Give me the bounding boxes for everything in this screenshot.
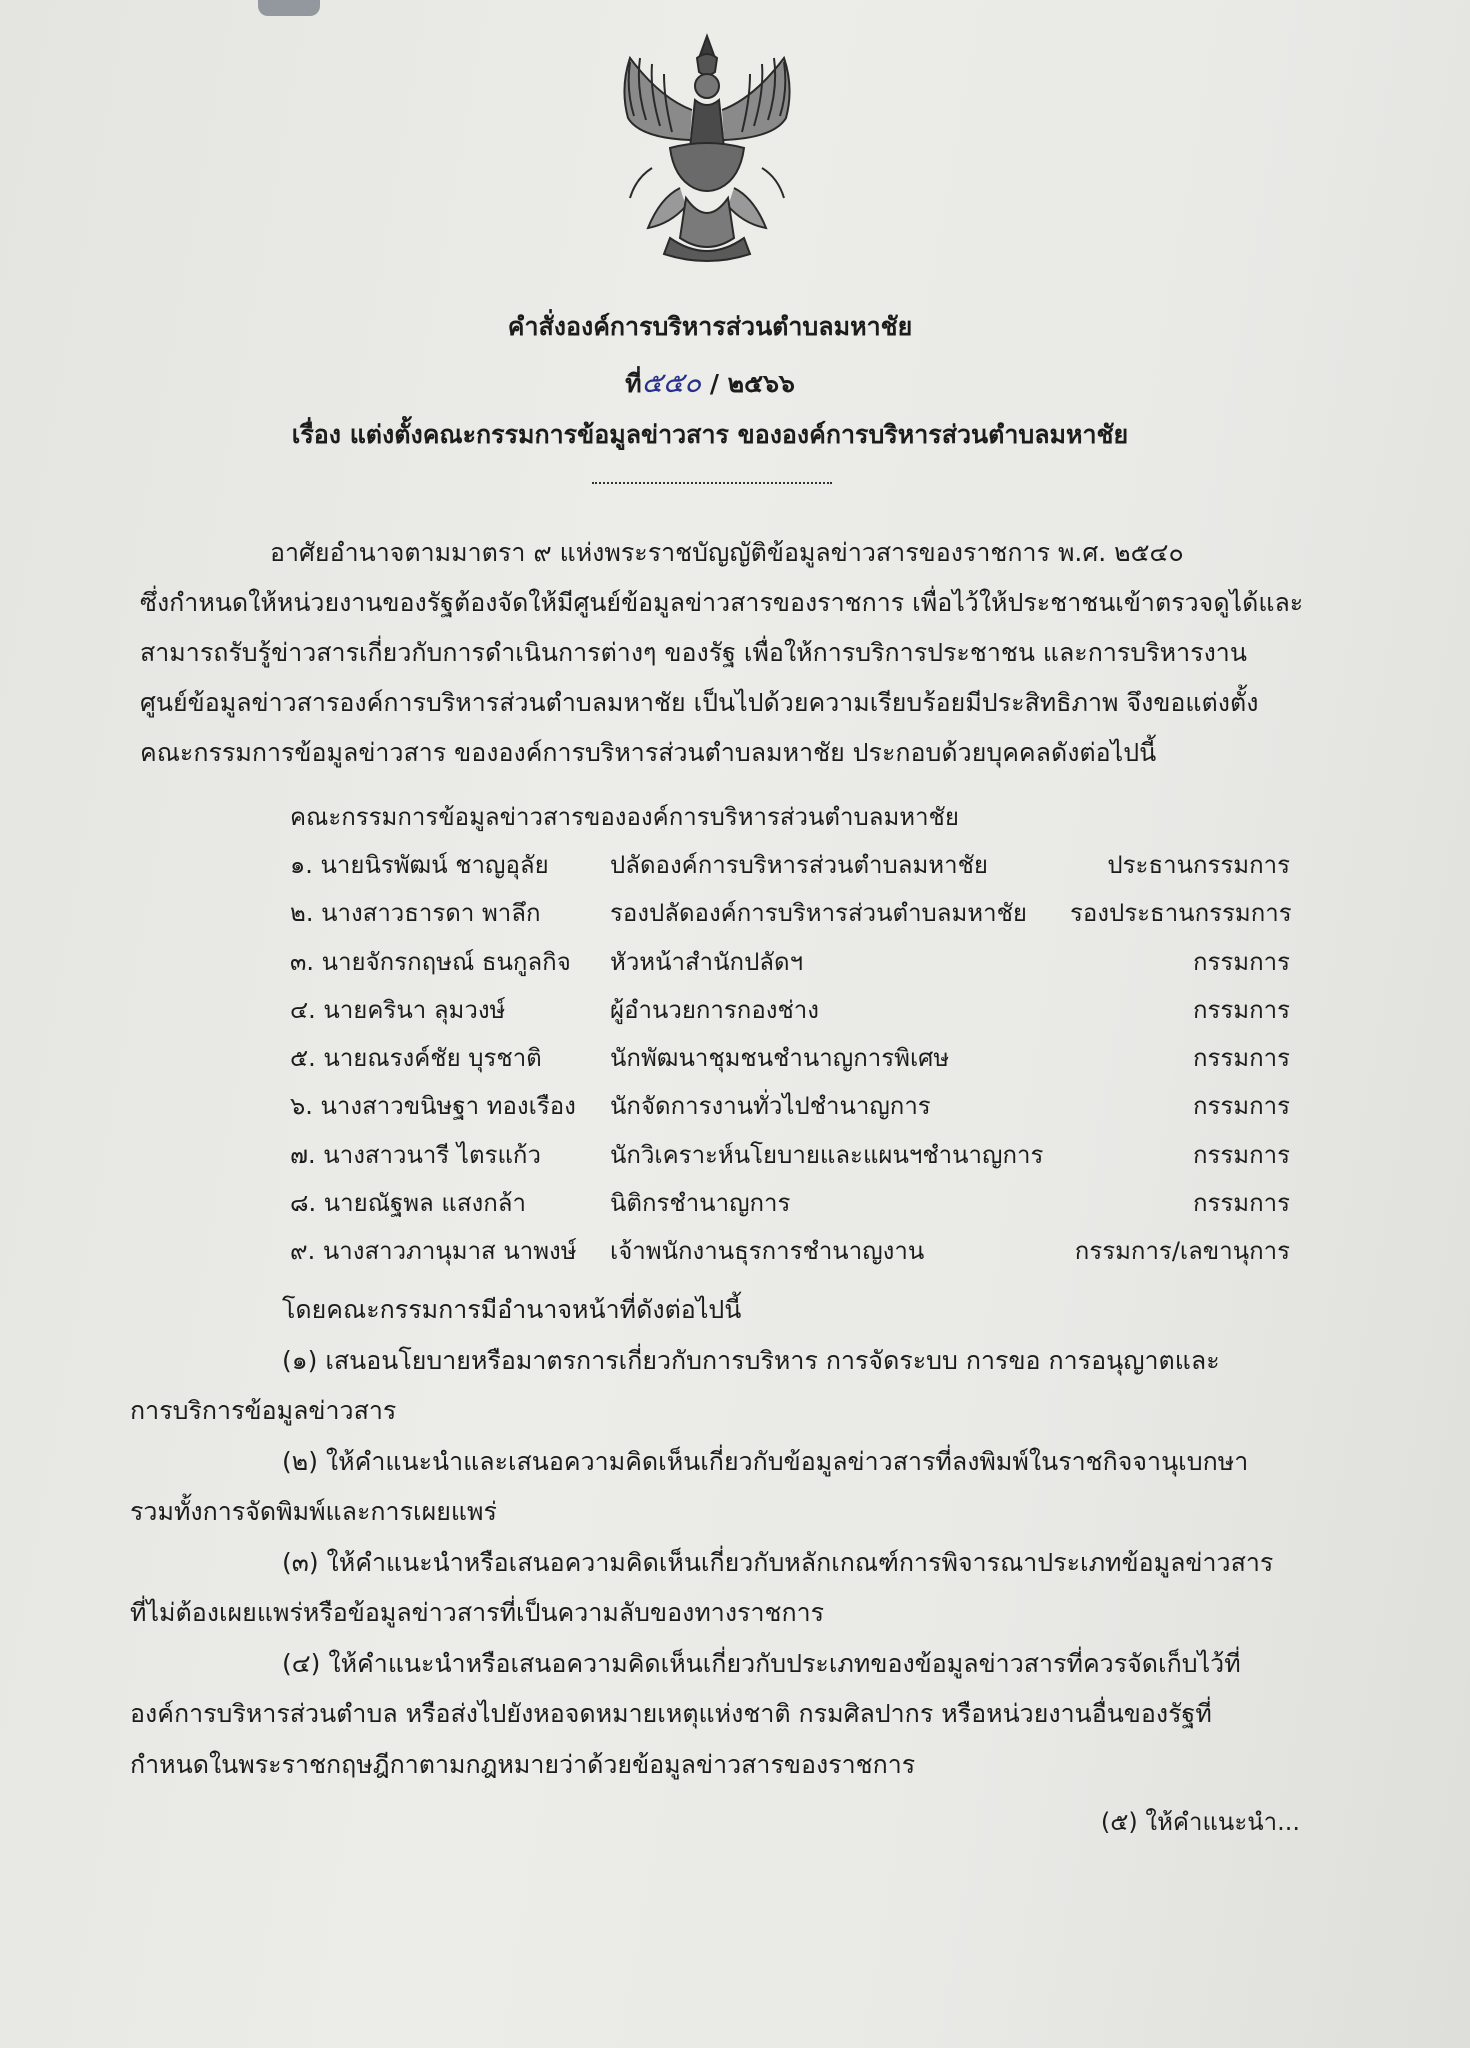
member-name: ๖. นางสาวขนิษฐา ทองเรือง: [290, 1092, 576, 1121]
committee-list: [290, 793, 1290, 1276]
member-position: นักจัดการงานทั่วไปชำนาญการ: [610, 1092, 931, 1121]
continuation-text: (๕) ให้คำแนะนำ...: [1100, 1808, 1300, 1836]
member-name: ๕. นายณรงค์ชัย บุรชาติ: [290, 1044, 542, 1073]
committee-member: [290, 1131, 1290, 1179]
member-position: เจ้าพนักงานธุรการชำนาญงาน: [610, 1237, 925, 1266]
duty-item-line: กำหนดในพระราชกฤษฎีกาตามกฎหมายว่าด้วยข้อมูลข่าวสารของราชการ: [130, 1749, 916, 1779]
order-title: คำสั่งองค์การบริหารส่วนตำบลมหาชัย: [507, 312, 913, 341]
duty-item-line: ที่ไม่ต้องเผยแพร่หรือข้อมูลข่าวสารที่เป็นความลับของทางราชการ: [130, 1598, 825, 1627]
preamble-line: อาศัยอำนาจตามมาตรา ๙ แห่งพระราชบัญญัติข้อมูลข่าวสารของราชการ พ.ศ. ๒๕๔๐: [270, 538, 1184, 567]
title-separator: [592, 482, 832, 484]
garuda-emblem-icon: [600, 28, 815, 268]
member-role: กรรมการ: [1192, 1092, 1290, 1121]
committee-member: [290, 1227, 1290, 1275]
member-position: ผู้อำนวยการกองช่าง: [610, 995, 819, 1024]
order-number-prefix: ที่: [625, 369, 642, 398]
member-name: ๗. นางสาวนารี ไตรแก้ว: [290, 1140, 541, 1169]
member-name: ๙. นางสาวภานุมาส นาพงษ์: [290, 1237, 577, 1266]
member-role: กรรมการ: [1192, 1189, 1290, 1218]
duties-section: [130, 1285, 1300, 1790]
committee-member: [290, 938, 1290, 986]
committee-member: [290, 1082, 1290, 1130]
committee-member: [290, 986, 1290, 1034]
member-position: รองปลัดองค์การบริหารส่วนตำบลมหาชัย: [610, 899, 1027, 928]
member-role: กรรมการ/เลขานุการ: [1074, 1237, 1290, 1266]
order-number-year: / ๒๕๖๖: [709, 369, 795, 398]
duty-item-line: รวมทั้งการจัดพิมพ์และการเผยแพร่: [130, 1497, 497, 1526]
preamble-line: ซึ่งกำหนดให้หน่วยงานของรัฐต้องจัดให้มีศูนย์ข้อมูลข่าวสารของราชการ เพื่อไว้ให้ประชาชนเข้าตรวจดูได้และ: [140, 588, 1304, 617]
duty-item-first-line: (๓) ให้คำแนะนำหรือเสนอความคิดเห็นเกี่ยวกับหลักเกณฑ์การพิจารณาประเภทข้อมูลข่าวสาร: [282, 1547, 1274, 1577]
member-position: หัวหน้าสำนักปลัดฯ: [610, 947, 804, 976]
binder-clip-mark: [258, 0, 320, 16]
duty-item-first-line: (๔) ให้คำแนะนำหรือเสนอความคิดเห็นเกี่ยวกับประเภทของข้อมูลข่าวสารที่ควรจัดเก็บไว้ที่: [282, 1648, 1241, 1678]
preamble-line: ศูนย์ข้อมูลข่าวสารองค์การบริหารส่วนตำบลมหาชัย เป็นไปด้วยความเรียบร้อยมีประสิทธิภาพ จึงขอแต่งตั้ง: [140, 688, 1259, 717]
order-subject: เรื่อง แต่งตั้งคณะกรรมการข้อมูลข่าวสาร ขององค์การบริหารส่วนตำบลมหาชัย: [291, 420, 1129, 449]
member-position: นิติกรชำนาญการ: [610, 1189, 791, 1218]
duty-item-line: องค์การบริหารส่วนตำบล หรือส่งไปยังหอจดหมายเหตุแห่งชาติ กรมศิลปากร หรือหน่วยงานอื่นของรัฐที่: [130, 1699, 1212, 1728]
member-name: ๘. นายณัฐพล แสงกล้า: [290, 1189, 526, 1218]
duty-item-first-line: (๒) ให้คำแนะนำและเสนอความคิดเห็นเกี่ยวกับข้อมูลข่าวสารที่ลงพิมพ์ในราชกิจจานุเบกษา: [282, 1446, 1249, 1476]
member-role: กรรมการ: [1192, 1044, 1290, 1073]
duty-item-line: การบริการข้อมูลข่าวสาร: [130, 1396, 397, 1425]
order-number: [0, 366, 1420, 401]
committee-member: [290, 841, 1290, 889]
member-name: ๑. นายนิรพัฒน์ ชาญอุลัย: [290, 851, 549, 879]
member-position: นักพัฒนาชุมชนชำนาญการพิเศษ: [610, 1044, 950, 1073]
duty-item-first-line: (๑) เสนอนโยบายหรือมาตรการเกี่ยวกับการบริหาร การจัดระบบ การขอ การอนุญาตและ: [282, 1345, 1220, 1375]
order-number-handwritten: ๕๕๐: [641, 366, 702, 399]
member-role: กรรมการ: [1192, 1140, 1290, 1169]
member-name: ๔. นายครินา ลุมวงษ์: [290, 995, 506, 1024]
member-name: ๒. นางสาวธารดา พาลึก: [290, 899, 541, 928]
preamble-line: คณะกรรมการข้อมูลข่าวสาร ขององค์การบริหารส่วนตำบลมหาชัย ประกอบด้วยบุคคลดังต่อไปนี้: [140, 738, 1157, 767]
committee-member: [290, 889, 1290, 937]
duties-intro: โดยคณะกรรมการมีอำนาจหน้าที่ดังต่อไปนี้: [282, 1295, 742, 1324]
committee-heading: คณะกรรมการข้อมูลข่าวสารขององค์การบริหารส่วนตำบลมหาชัย: [290, 803, 959, 831]
member-position: นักวิเคราะห์นโยบายและแผนฯชำนาญการ: [610, 1140, 1044, 1169]
committee-member: [290, 1034, 1290, 1082]
preamble-paragraph: [140, 528, 1304, 778]
member-name: ๓. นายจักรกฤษณ์ ธนกูลกิจ: [290, 947, 571, 976]
member-role: กรรมการ: [1192, 995, 1290, 1024]
member-role: รองประธานกรรมการ: [1070, 899, 1292, 928]
member-role: ประธานกรรมการ: [1107, 851, 1290, 879]
preamble-line: สามารถรับรู้ข่าวสารเกี่ยวกับการดำเนินการต่างๆ ของรัฐ เพื่อให้การบริการประชาชน และการบริหารงาน: [140, 638, 1247, 667]
committee-member: [290, 1179, 1290, 1227]
member-position: ปลัดองค์การบริหารส่วนตำบลมหาชัย: [610, 851, 988, 879]
member-role: กรรมการ: [1192, 947, 1290, 976]
